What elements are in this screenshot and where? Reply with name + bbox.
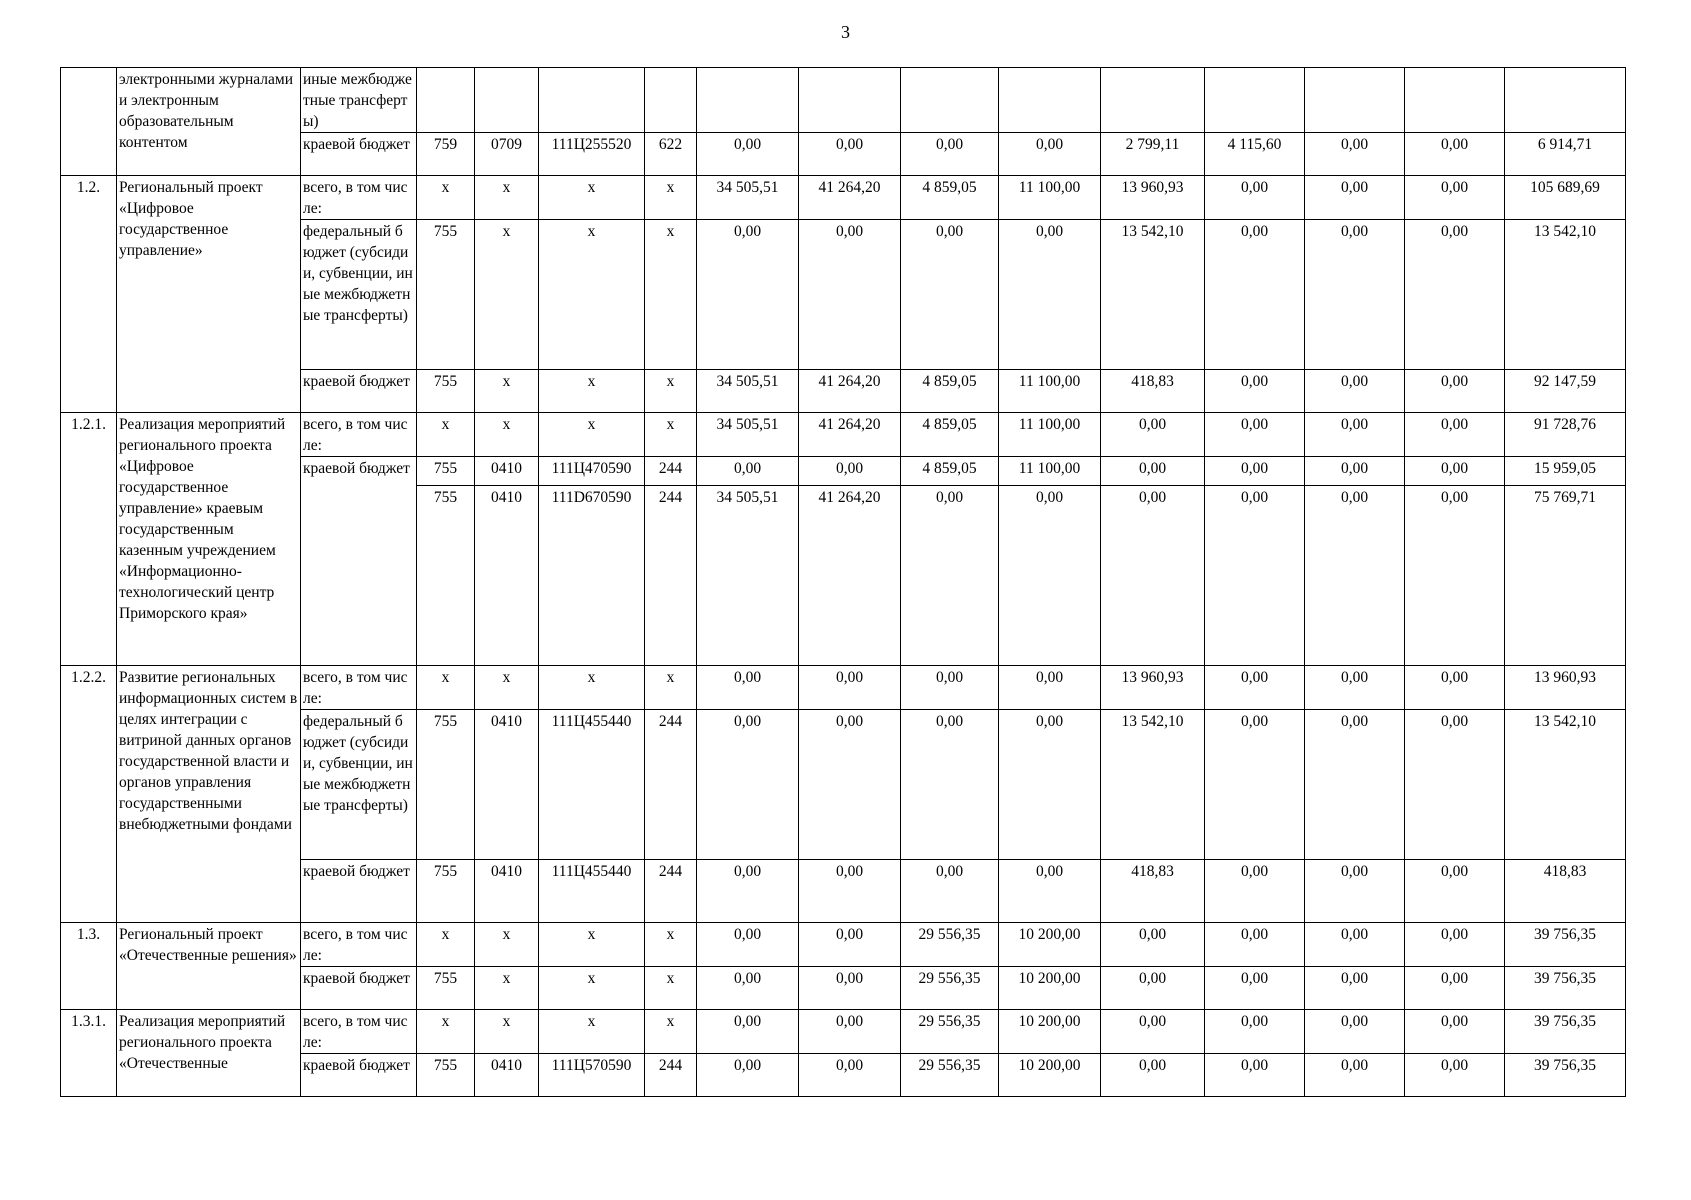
year-value: 0,00 — [1205, 370, 1305, 413]
year-value: 29 556,35 — [901, 923, 999, 967]
year-value: 0,00 — [999, 220, 1101, 370]
classification-code: x — [645, 176, 697, 220]
classification-code: 111Ц255520 — [539, 133, 645, 176]
funding-source: иные межбюджетные трансферты) — [301, 68, 417, 133]
total-value — [1505, 68, 1626, 133]
year-value: 0,00 — [1305, 486, 1405, 666]
year-value — [799, 68, 901, 133]
year-value: 0,00 — [1205, 967, 1305, 1010]
measure-name: Региональный проект «Цифровое государственное управление» — [117, 176, 301, 413]
classification-code: x — [475, 413, 539, 457]
year-value: 0,00 — [799, 220, 901, 370]
year-value: 0,00 — [1305, 370, 1405, 413]
classification-code: x — [417, 923, 475, 967]
year-value: 0,00 — [1205, 923, 1305, 967]
year-value: 0,00 — [799, 457, 901, 486]
year-value: 10 200,00 — [999, 923, 1101, 967]
classification-code: x — [475, 666, 539, 710]
total-value: 91 728,76 — [1505, 413, 1626, 457]
year-value: 0,00 — [1205, 486, 1305, 666]
year-value: 0,00 — [697, 923, 799, 967]
year-value: 10 200,00 — [999, 967, 1101, 1010]
classification-code — [539, 68, 645, 133]
classification-code: x — [475, 967, 539, 1010]
year-value: 4 859,05 — [901, 457, 999, 486]
classification-code: 755 — [417, 486, 475, 666]
year-value: 0,00 — [1405, 133, 1505, 176]
funding-source: федеральный бюджет (субсидии, субвенции, иные межбюджетные трансферты) — [301, 710, 417, 860]
year-value: 13 542,10 — [1101, 220, 1205, 370]
year-value: 34 505,51 — [697, 486, 799, 666]
measure-name: Развитие региональных информационных систем в целях интеграции с витриной данных органов государственной власти и органов управления государственными внебюджетными фондами — [117, 666, 301, 923]
year-value: 29 556,35 — [901, 1054, 999, 1097]
year-value: 0,00 — [799, 1054, 901, 1097]
funding-source: краевой бюджет — [301, 860, 417, 923]
budget-sheet — [60, 67, 1626, 1097]
year-value: 0,00 — [697, 1054, 799, 1097]
row-number: 1.2.1. — [61, 413, 117, 666]
year-value: 13 960,93 — [1101, 176, 1205, 220]
funding-source: краевой бюджет — [301, 967, 417, 1010]
year-value: 0,00 — [1405, 923, 1505, 967]
table-row — [61, 413, 1626, 457]
year-value: 0,00 — [1305, 133, 1405, 176]
classification-code: x — [645, 370, 697, 413]
year-value: 11 100,00 — [999, 370, 1101, 413]
year-value: 0,00 — [697, 710, 799, 860]
classification-code: 755 — [417, 967, 475, 1010]
table-row — [61, 1010, 1626, 1054]
table-row — [61, 68, 1626, 133]
classification-code: x — [645, 923, 697, 967]
year-value: 34 505,51 — [697, 176, 799, 220]
year-value: 0,00 — [1405, 176, 1505, 220]
classification-code: x — [539, 923, 645, 967]
year-value: 0,00 — [1405, 220, 1505, 370]
classification-code: x — [475, 370, 539, 413]
classification-code: 244 — [645, 486, 697, 666]
year-value — [1205, 68, 1305, 133]
measure-name: Региональный проект «Отечественные решения» — [117, 923, 301, 1010]
year-value: 0,00 — [1101, 923, 1205, 967]
year-value: 0,00 — [999, 133, 1101, 176]
classification-code: 0709 — [475, 133, 539, 176]
year-value: 0,00 — [1205, 710, 1305, 860]
classification-code: x — [645, 666, 697, 710]
year-value: 0,00 — [901, 666, 999, 710]
classification-code: x — [539, 176, 645, 220]
year-value: 11 100,00 — [999, 413, 1101, 457]
classification-code: 755 — [417, 860, 475, 923]
year-value — [1101, 68, 1205, 133]
year-value: 29 556,35 — [901, 967, 999, 1010]
year-value: 0,00 — [1405, 1010, 1505, 1054]
year-value: 0,00 — [999, 860, 1101, 923]
row-number: 1.2. — [61, 176, 117, 413]
year-value: 0,00 — [799, 860, 901, 923]
year-value: 0,00 — [1101, 413, 1205, 457]
year-value: 11 100,00 — [999, 176, 1101, 220]
year-value: 0,00 — [1405, 710, 1505, 860]
year-value — [999, 68, 1101, 133]
year-value: 34 505,51 — [697, 370, 799, 413]
classification-code: 0410 — [475, 1054, 539, 1097]
classification-code: 0410 — [475, 860, 539, 923]
measure-name: Реализация мероприятий регионального проекта «Цифровое государственное управление» краевым государственным казенным учреждением «Информационно-технологический центр Приморского края» — [117, 413, 301, 666]
year-value: 0,00 — [697, 1010, 799, 1054]
total-value: 13 960,93 — [1505, 666, 1626, 710]
funding-source: всего, в том числе: — [301, 176, 417, 220]
funding-source: всего, в том числе: — [301, 1010, 417, 1054]
year-value: 0,00 — [1205, 860, 1305, 923]
funding-source: краевой бюджет — [301, 1054, 417, 1097]
classification-code: x — [475, 923, 539, 967]
total-value: 418,83 — [1505, 860, 1626, 923]
year-value: 0,00 — [697, 860, 799, 923]
year-value: 10 200,00 — [999, 1010, 1101, 1054]
total-value: 39 756,35 — [1505, 923, 1626, 967]
year-value: 0,00 — [1405, 370, 1505, 413]
year-value: 0,00 — [901, 710, 999, 860]
funding-source: краевой бюджет — [301, 133, 417, 176]
year-value: 4 115,60 — [1205, 133, 1305, 176]
year-value: 0,00 — [1101, 1010, 1205, 1054]
year-value — [1405, 68, 1505, 133]
year-value: 0,00 — [999, 666, 1101, 710]
year-value: 0,00 — [799, 1010, 901, 1054]
year-value: 41 264,20 — [799, 176, 901, 220]
classification-code: x — [417, 413, 475, 457]
classification-code: x — [417, 1010, 475, 1054]
classification-code: x — [645, 967, 697, 1010]
row-number: 1.3.1. — [61, 1010, 117, 1097]
classification-code: 111Ц470590 — [539, 457, 645, 486]
total-value: 39 756,35 — [1505, 1010, 1626, 1054]
table-row — [61, 176, 1626, 220]
year-value: 0,00 — [1405, 457, 1505, 486]
classification-code: x — [539, 967, 645, 1010]
year-value: 0,00 — [1405, 967, 1505, 1010]
year-value: 0,00 — [1405, 486, 1505, 666]
table-row — [61, 923, 1626, 967]
measure-name: Реализация мероприятий регионального проекта «Отечественные — [117, 1010, 301, 1097]
year-value: 0,00 — [1305, 413, 1405, 457]
year-value: 41 264,20 — [799, 486, 901, 666]
year-value: 0,00 — [697, 457, 799, 486]
classification-code: x — [645, 413, 697, 457]
table-row — [61, 666, 1626, 710]
classification-code: 759 — [417, 133, 475, 176]
year-value: 0,00 — [799, 967, 901, 1010]
classification-code: 755 — [417, 1054, 475, 1097]
classification-code: x — [645, 1010, 697, 1054]
funding-source: федеральный бюджет (субсидии, субвенции, иные межбюджетные трансферты) — [301, 220, 417, 370]
year-value: 41 264,20 — [799, 370, 901, 413]
year-value: 0,00 — [697, 967, 799, 1010]
measure-name: электронными журналами и электронным образовательным контентом — [117, 68, 301, 176]
year-value: 11 100,00 — [999, 457, 1101, 486]
year-value: 4 859,05 — [901, 413, 999, 457]
classification-code — [475, 68, 539, 133]
year-value: 4 859,05 — [901, 370, 999, 413]
total-value: 39 756,35 — [1505, 1054, 1626, 1097]
year-value: 0,00 — [1205, 457, 1305, 486]
year-value: 2 799,11 — [1101, 133, 1205, 176]
year-value: 418,83 — [1101, 860, 1205, 923]
budget-table — [60, 67, 1626, 1097]
year-value: 0,00 — [1305, 1010, 1405, 1054]
year-value: 34 505,51 — [697, 413, 799, 457]
classification-code: 111D670590 — [539, 486, 645, 666]
year-value: 0,00 — [901, 486, 999, 666]
year-value: 0,00 — [901, 133, 999, 176]
year-value: 0,00 — [799, 710, 901, 860]
year-value: 0,00 — [1305, 923, 1405, 967]
year-value: 0,00 — [697, 666, 799, 710]
page-number: 3 — [841, 22, 850, 42]
classification-code: x — [417, 176, 475, 220]
classification-code: 755 — [417, 457, 475, 486]
year-value: 0,00 — [1405, 666, 1505, 710]
classification-code: x — [539, 413, 645, 457]
year-value: 0,00 — [1205, 176, 1305, 220]
year-value: 0,00 — [1305, 176, 1405, 220]
total-value: 92 147,59 — [1505, 370, 1626, 413]
classification-code: 111Ц455440 — [539, 710, 645, 860]
year-value: 0,00 — [697, 133, 799, 176]
year-value: 0,00 — [1205, 413, 1305, 457]
classification-code: x — [539, 1010, 645, 1054]
year-value — [697, 68, 799, 133]
classification-code: 755 — [417, 220, 475, 370]
year-value: 0,00 — [1101, 1054, 1205, 1097]
total-value: 39 756,35 — [1505, 967, 1626, 1010]
funding-source: краевой бюджет — [301, 457, 417, 666]
classification-code: 244 — [645, 1054, 697, 1097]
total-value: 15 959,05 — [1505, 457, 1626, 486]
year-value: 0,00 — [799, 133, 901, 176]
year-value: 29 556,35 — [901, 1010, 999, 1054]
year-value — [1305, 68, 1405, 133]
classification-code: x — [645, 220, 697, 370]
classification-code: x — [475, 176, 539, 220]
year-value: 0,00 — [1305, 1054, 1405, 1097]
classification-code — [645, 68, 697, 133]
classification-code: 755 — [417, 370, 475, 413]
classification-code: 244 — [645, 457, 697, 486]
classification-code: 244 — [645, 710, 697, 860]
year-value: 418,83 — [1101, 370, 1205, 413]
year-value: 0,00 — [1305, 710, 1405, 860]
year-value: 13 542,10 — [1101, 710, 1205, 860]
classification-code: 111Ц455440 — [539, 860, 645, 923]
year-value: 0,00 — [1305, 220, 1405, 370]
year-value: 13 960,93 — [1101, 666, 1205, 710]
classification-code: 0410 — [475, 486, 539, 666]
year-value: 0,00 — [1305, 666, 1405, 710]
classification-code: x — [475, 1010, 539, 1054]
classification-code — [417, 68, 475, 133]
year-value: 41 264,20 — [799, 413, 901, 457]
year-value: 0,00 — [1205, 1054, 1305, 1097]
funding-source: всего, в том числе: — [301, 413, 417, 457]
year-value: 10 200,00 — [999, 1054, 1101, 1097]
year-value: 0,00 — [697, 220, 799, 370]
year-value: 0,00 — [1205, 220, 1305, 370]
total-value: 105 689,69 — [1505, 176, 1626, 220]
classification-code: x — [539, 666, 645, 710]
year-value: 0,00 — [1101, 486, 1205, 666]
row-number: 1.3. — [61, 923, 117, 1010]
year-value: 0,00 — [1305, 967, 1405, 1010]
funding-source: всего, в том числе: — [301, 666, 417, 710]
year-value: 0,00 — [1305, 457, 1405, 486]
classification-code: 111Ц570590 — [539, 1054, 645, 1097]
row-number: 1.2.2. — [61, 666, 117, 923]
classification-code: 622 — [645, 133, 697, 176]
total-value: 13 542,10 — [1505, 220, 1626, 370]
year-value: 4 859,05 — [901, 176, 999, 220]
total-value: 75 769,71 — [1505, 486, 1626, 666]
year-value: 0,00 — [799, 666, 901, 710]
total-value: 6 914,71 — [1505, 133, 1626, 176]
classification-code: x — [417, 666, 475, 710]
year-value: 0,00 — [1405, 860, 1505, 923]
classification-code: x — [539, 220, 645, 370]
year-value: 0,00 — [999, 710, 1101, 860]
year-value: 0,00 — [901, 220, 999, 370]
classification-code: 0410 — [475, 457, 539, 486]
row-number — [61, 68, 117, 176]
year-value: 0,00 — [1205, 1010, 1305, 1054]
year-value: 0,00 — [1101, 457, 1205, 486]
funding-source: всего, в том числе: — [301, 923, 417, 967]
classification-code: 0410 — [475, 710, 539, 860]
classification-code: 755 — [417, 710, 475, 860]
classification-code: x — [475, 220, 539, 370]
year-value: 0,00 — [1101, 967, 1205, 1010]
classification-code: 244 — [645, 860, 697, 923]
year-value: 0,00 — [999, 486, 1101, 666]
year-value: 0,00 — [1405, 1054, 1505, 1097]
funding-source: краевой бюджет — [301, 370, 417, 413]
year-value: 0,00 — [901, 860, 999, 923]
year-value: 0,00 — [1205, 666, 1305, 710]
classification-code: x — [539, 370, 645, 413]
year-value: 0,00 — [799, 923, 901, 967]
year-value: 0,00 — [1405, 413, 1505, 457]
year-value — [901, 68, 999, 133]
year-value: 0,00 — [1305, 860, 1405, 923]
total-value: 13 542,10 — [1505, 710, 1626, 860]
